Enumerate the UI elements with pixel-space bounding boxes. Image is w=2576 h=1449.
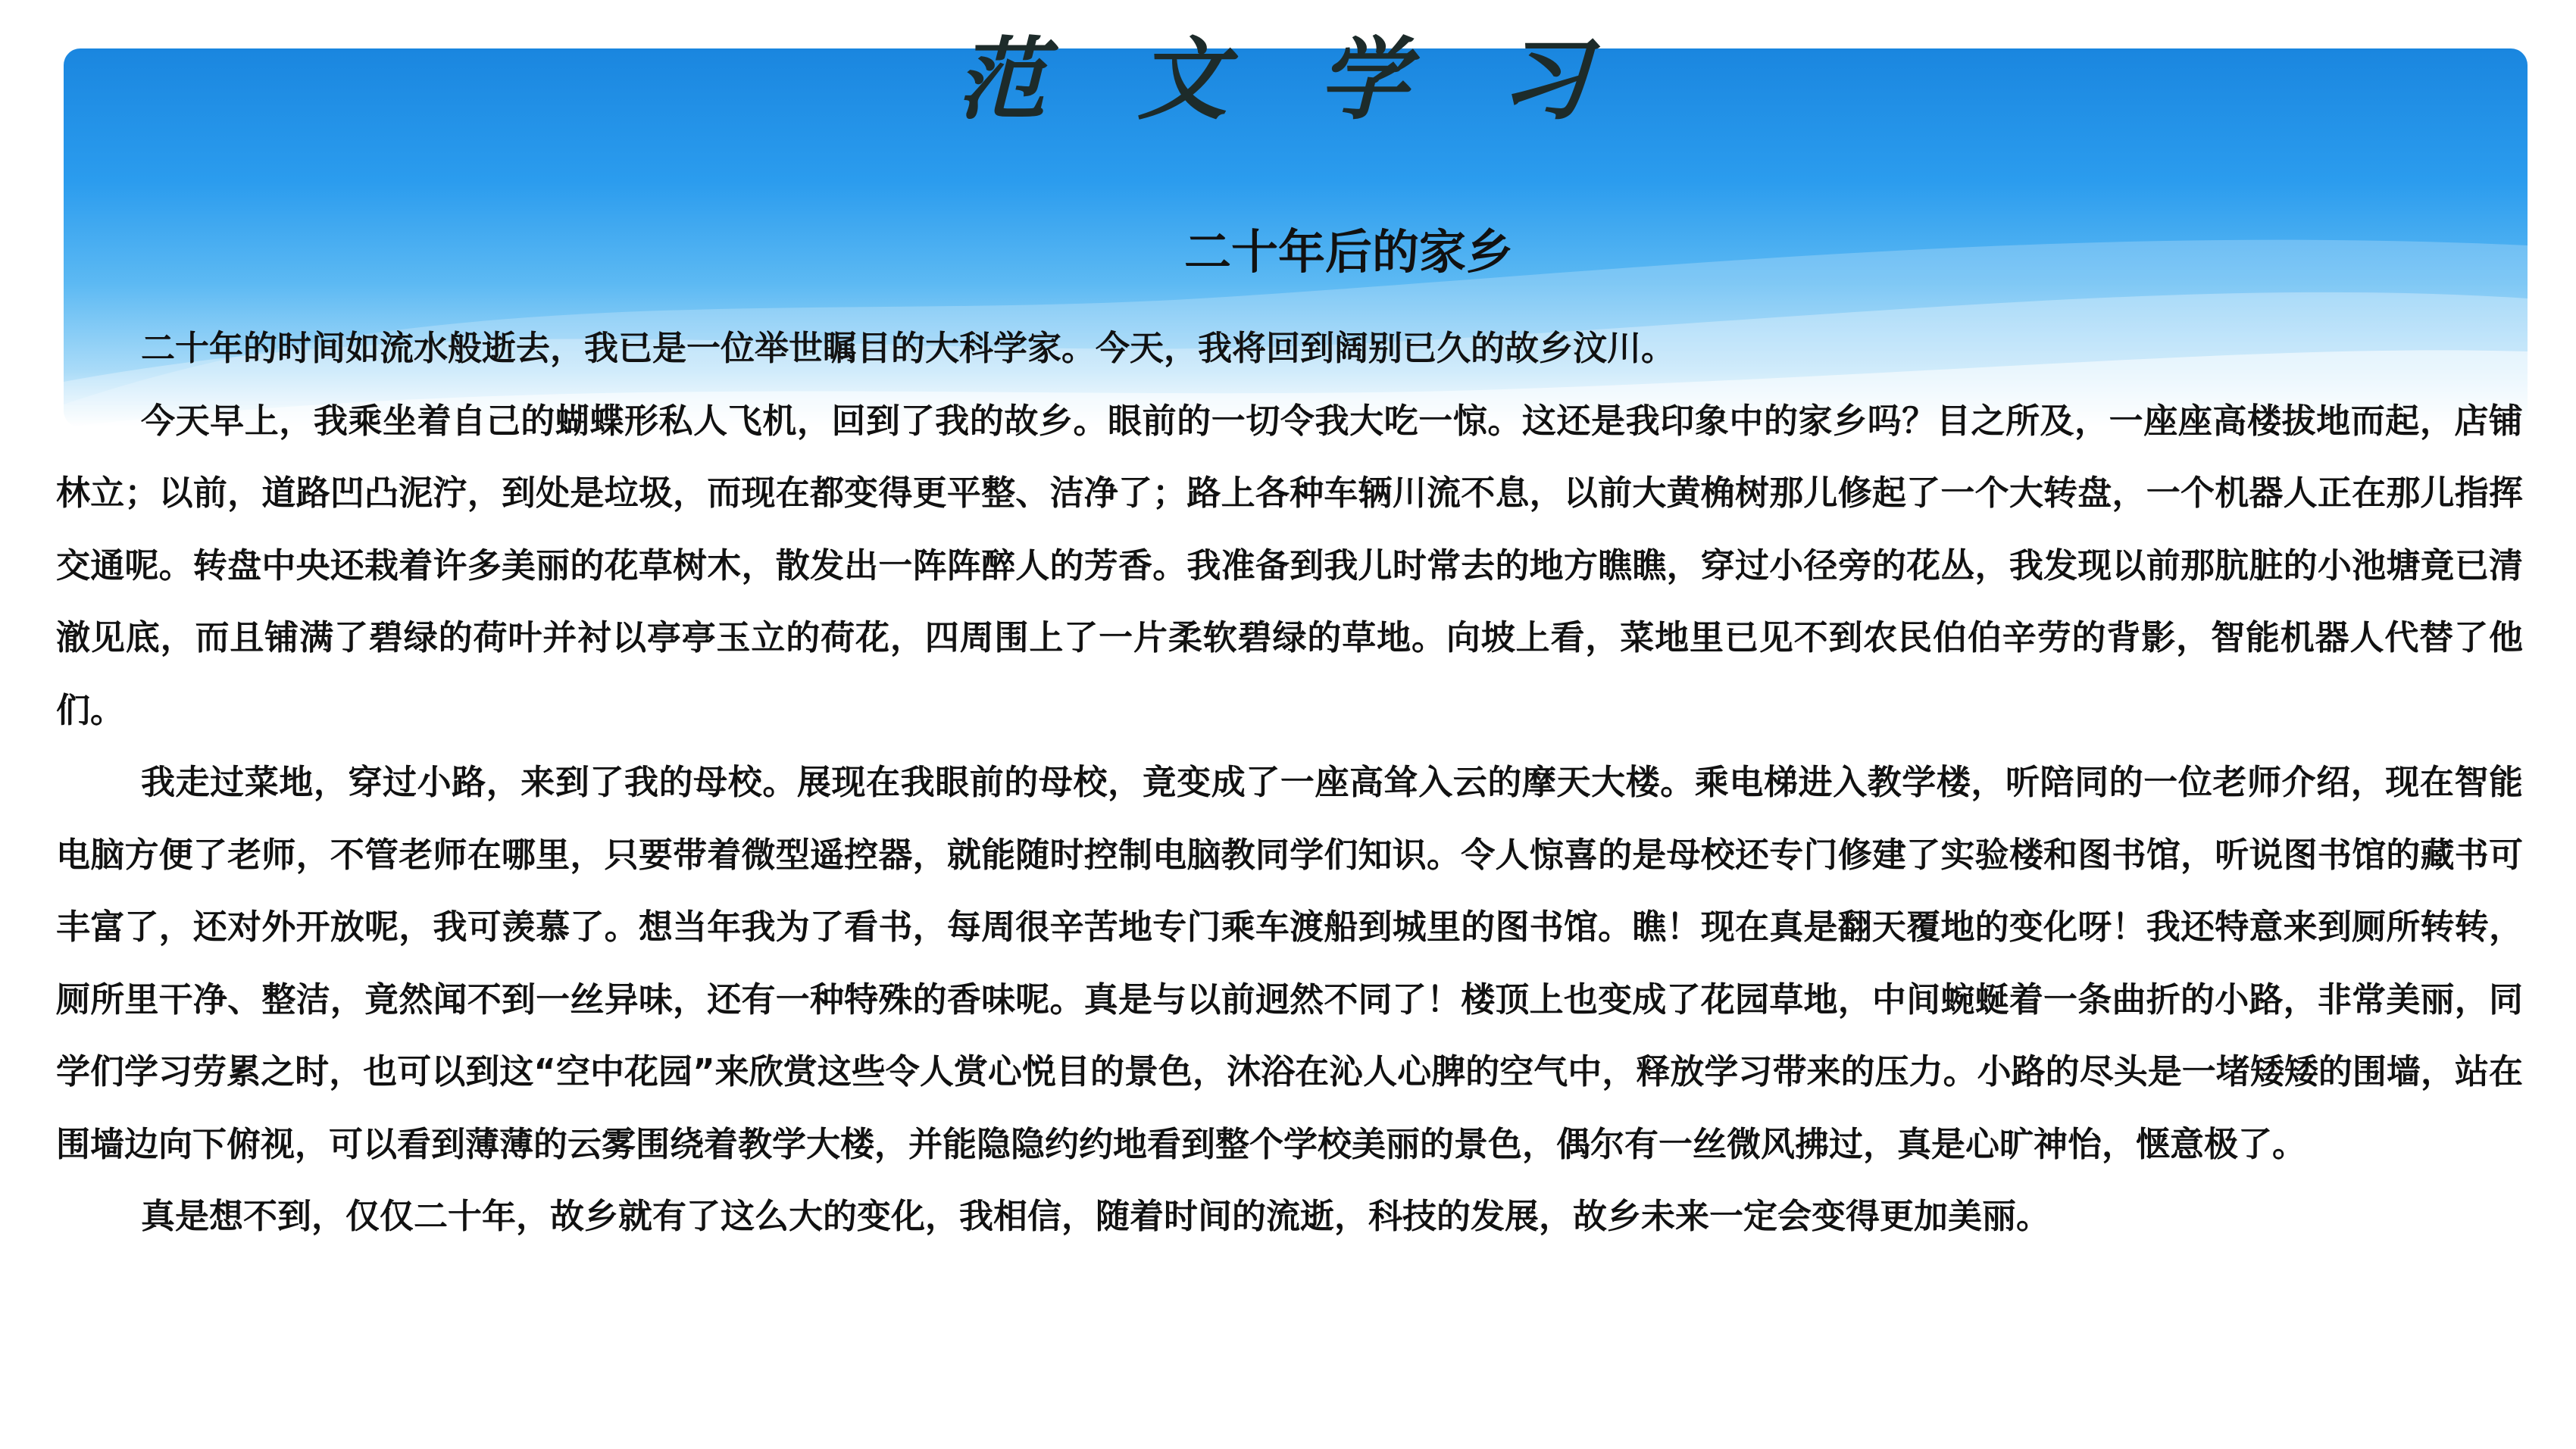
essay-paragraph: 我走过菜地，穿过小路，来到了我的母校。展现在我眼前的母校，竟变成了一座高耸入云的摩天大楼。乘电梯进入教学楼，听陪同的一位老师介绍，现在智能电脑方便了老师，不管老师在哪里，只要带着微型遥控器，就能随时控制电脑教同学们知识。令人惊喜的是母校还专门修建了实验楼和图书馆，听说图书馆的藏书可丰富了，还对外开放呢，我可羡慕了。想当年我为了看书，每周很辛苦地专门乘车渡船到城里的图书馆。瞧！现在真是翻天覆地的变化呀！我还特意来到厕所转转，厕所里干净、整洁，竟然闻不到一丝异味，还有一种特殊的香味呢。真是与以前迥然不同了！楼顶上也变成了花园草地，中间蜿蜒着一条曲折的小路，非常美丽，同学们学习劳累之时，也可以到这“空中花园”来欣赏这些令人赏心悦目的景色，沐浴在沁人心脾的空气中，释放学习带来的压力。小路的尽头是一堵矮矮的围墙，站在围墙边向下俯视，可以看到薄薄的云雾围绕着教学大楼，并能隐隐约约地看到整个学校美丽的景色，偶尔有一丝微风拂过，真是心旷神怡，惬意极了。 [56, 762, 2523, 1164]
essay-paragraph: 二十年的时间如流水般逝去，我已是一位举世瞩目的大科学家。今天，我将回到阔别已久的故乡汶川。 [141, 328, 1676, 368]
essay-paragraph: 真是想不到，仅仅二十年，故乡就有了这么大的变化，我相信，随着时间的流逝，科技的发展，故乡未来一定会变得更加美丽。 [141, 1196, 2051, 1236]
essay-paragraph: 今天早上，我乘坐着自己的蝴蝶形私人飞机，回到了我的故乡。眼前的一切令我大吃一惊。这还是我印象中的家乡吗？目之所及，一座座高楼拔地而起，店铺林立；以前，道路凹凸泥泞，到处是垃圾，而现在都变得更平整、洁净了；路上各种车辆川流不息，以前大黄桷树那儿修起了一个大转盘，一个机器人正在那儿指挥交通呢。转盘中央还栽着许多美丽的花草树木，散发出一阵阵醉人的芳香。我准备到我儿时常去的地方瞧瞧，穿过小径旁的花丛，我发现以前那肮脏的小池塘竟已清澈见底，而且铺满了碧绿的荷叶并衬以亭亭玉立的荷花，四周围上了一片柔软碧绿的草地。向坡上看，菜地里已见不到农民伯伯辛劳的背影，智能机器人代替了他们。 [56, 400, 2523, 730]
slide-title: 范 文 学 习 [956, 27, 1620, 132]
essay-body [56, 312, 2523, 1253]
essay-title: 二十年后的家乡 [1183, 224, 1513, 279]
